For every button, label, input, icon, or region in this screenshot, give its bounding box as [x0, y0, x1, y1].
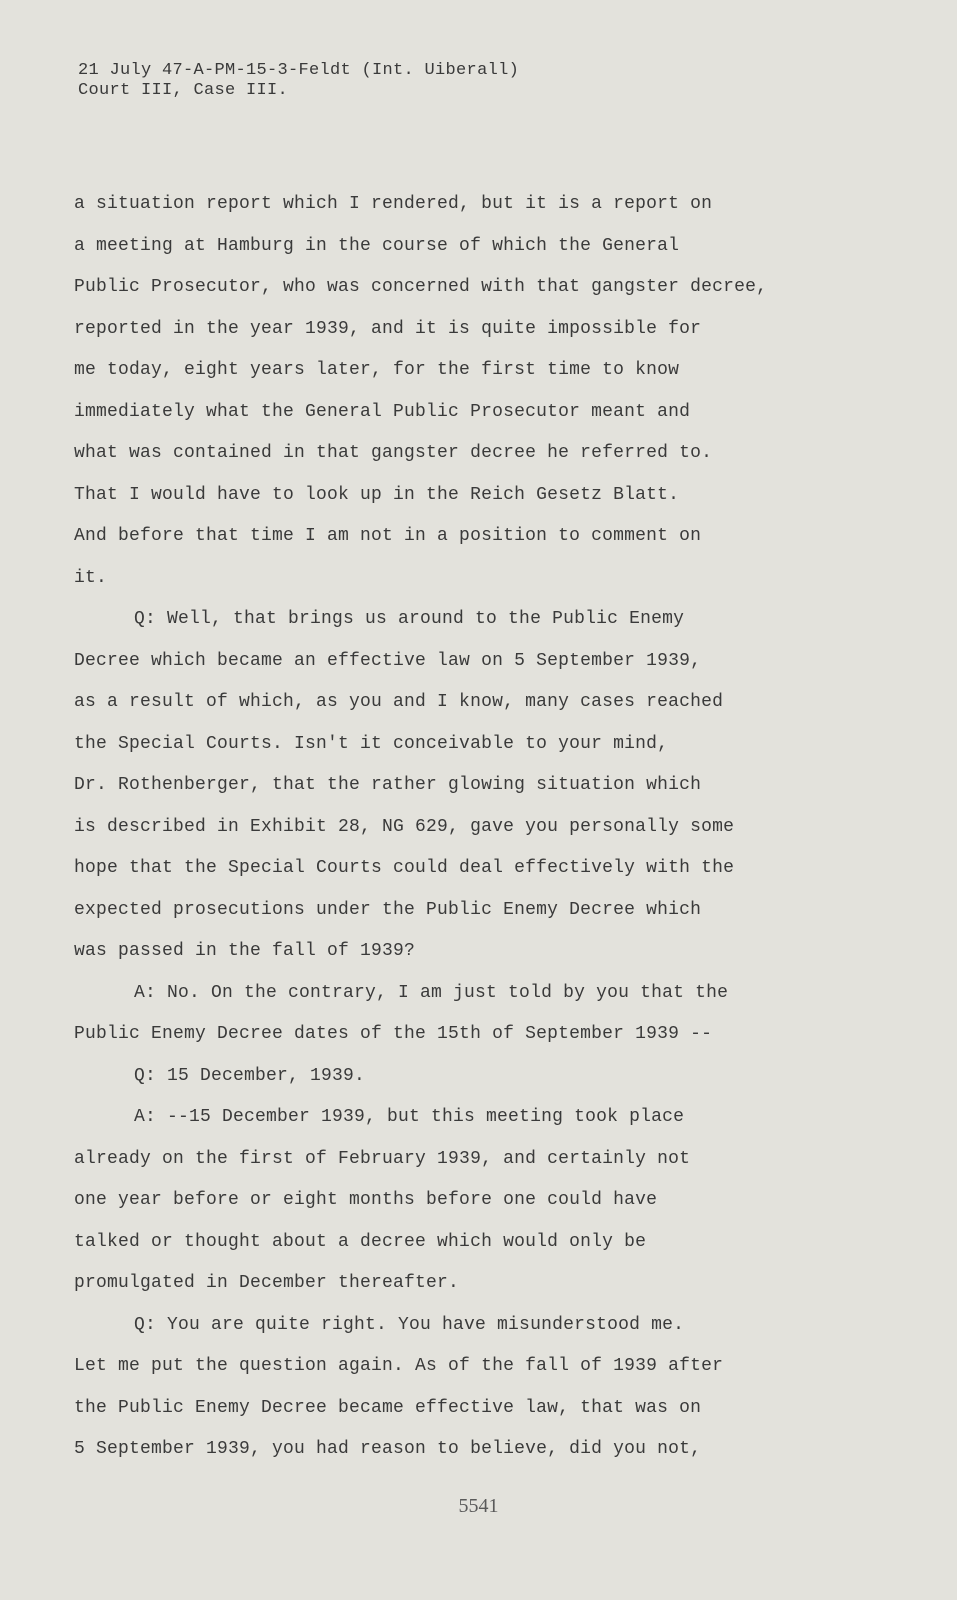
- answer-line: A: No. On the contrary, I am just told by you that the: [134, 982, 729, 1003]
- body-line: one year before or eight months before one could have: [74, 1190, 658, 1210]
- document-header: [78, 61, 519, 101]
- body-line: what was contained in that gangster decree he referred to.: [74, 443, 713, 463]
- body-line: That I would have to look up in the Reich Gesetz Blatt.: [74, 484, 680, 505]
- body-line: Let me put the question again. As of the fall of 1939 after: [74, 1356, 724, 1376]
- page-number: 5541: [458, 1495, 499, 1517]
- body-line: as a result of which, as you and I know, many cases reached: [74, 692, 724, 712]
- body-line: promulgated in December thereafter.: [74, 1273, 460, 1293]
- body-line: talked or thought about a decree which would only be: [74, 1231, 647, 1252]
- question-line: Q: Well, that brings us around to the Public Enemy: [134, 609, 685, 629]
- body-line: was passed in the fall of 1939?: [74, 941, 416, 961]
- answer-line: A: --15 December 1939, but this meeting took place: [134, 1107, 685, 1127]
- body-line: And before that time I am not in a position to comment on: [74, 526, 702, 546]
- header-line-2: Court III, Case III.: [78, 81, 289, 100]
- body-line: a meeting at Hamburg in the course of which the General: [74, 235, 680, 256]
- body-line: Decree which became an effective law on 5 September 1939,: [74, 650, 702, 671]
- body-line: 5 September 1939, you had reason to believe, did you not,: [74, 1439, 702, 1459]
- body-line: reported in the year 1939, and it is quite impossible for: [74, 318, 702, 339]
- body-line: Public Prosecutor, who was concerned with that gangster decree,: [74, 277, 768, 297]
- header-line-1: 21 July 47-A-PM-15-3-Feldt (Int. Uiberall): [78, 61, 520, 80]
- transcript-body: [74, 184, 864, 1471]
- body-line: Dr. Rothenberger, that the rather glowing situation which: [74, 775, 702, 795]
- body-line: it.: [74, 567, 108, 588]
- body-line: expected prosecutions under the Public Enemy Decree which: [74, 899, 702, 920]
- body-line: the Special Courts. Isn't it conceivable to your mind,: [74, 733, 669, 754]
- body-line: a situation report which I rendered, but it is a report on: [74, 194, 713, 214]
- body-line: hope that the Special Courts could deal effectively with the: [74, 858, 735, 878]
- body-line: is described in Exhibit 28, NG 629, gave you personally some: [74, 816, 735, 837]
- body-line: the Public Enemy Decree became effective law, that was on: [74, 1397, 702, 1418]
- body-line: me today, eight years later, for the first time to know: [74, 360, 680, 380]
- body-line: Public Enemy Decree dates of the 15th of September 1939 --: [74, 1024, 713, 1044]
- body-line: already on the first of February 1939, and certainly not: [74, 1148, 691, 1169]
- question-line: Q: You are quite right. You have misunderstood me.: [134, 1314, 685, 1335]
- question-line: Q: 15 December, 1939.: [134, 1065, 366, 1086]
- body-line: immediately what the General Public Prosecutor meant and: [74, 401, 691, 422]
